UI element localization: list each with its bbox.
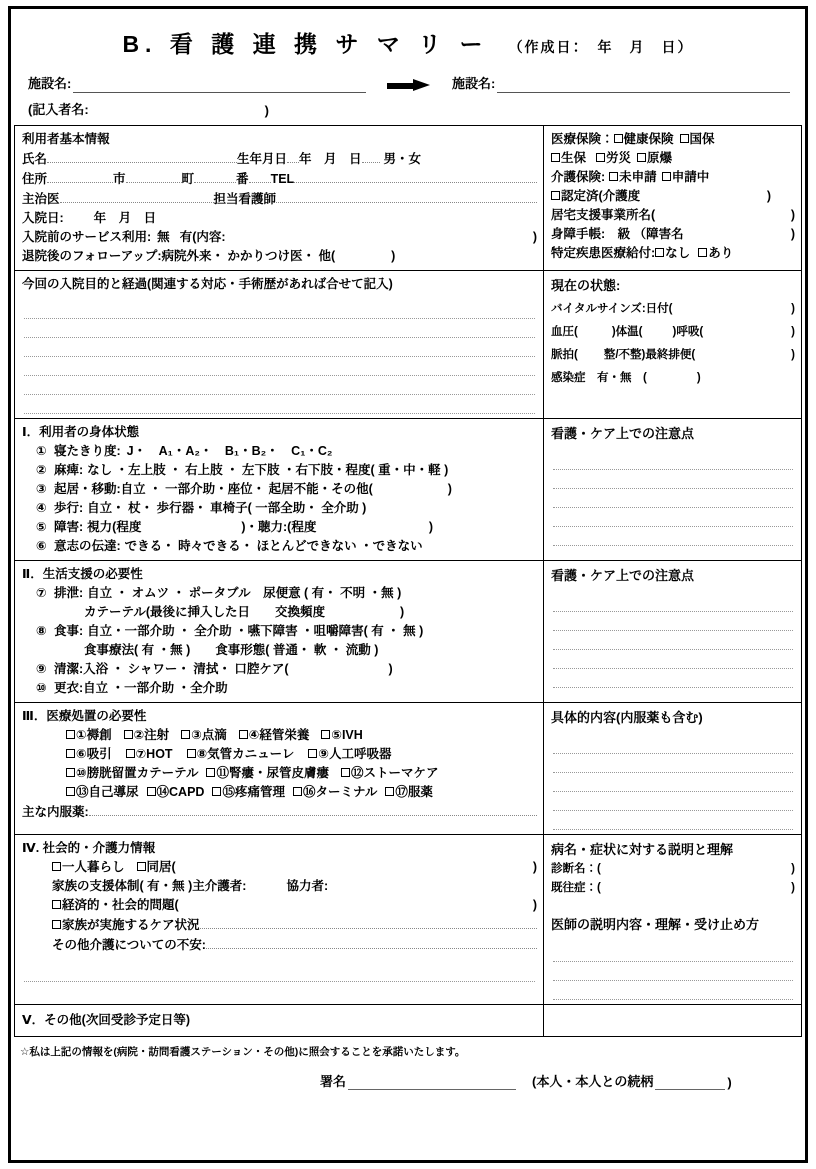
checkbox-welfare[interactable] <box>551 153 560 162</box>
specific-yes-label[interactable]: あり <box>708 246 734 260</box>
item-number: ② <box>36 463 47 477</box>
item-number: ⑨ <box>36 662 47 676</box>
medical-insurance-row2 <box>551 149 795 168</box>
pulse-close: ) <box>791 349 795 361</box>
basic-info-cell <box>15 126 544 270</box>
admission-purpose-heading: 今回の入院目的と経過(関連する対応・手術歴があれば合せて記入) <box>22 277 393 291</box>
address-ban-input[interactable] <box>194 169 236 183</box>
item-options[interactable]: なし ・左上肢 ・ 右上肢 ・ 左下肢 ・右下肢・程度( 重・中・軽 ) <box>87 463 449 477</box>
checkbox-label[interactable]: ⑬自己導尿 <box>76 785 139 799</box>
name-input[interactable] <box>47 149 237 163</box>
notes-line[interactable] <box>553 811 793 830</box>
specific-disease-label: 特定疾患医療給付: <box>551 246 656 260</box>
item-options[interactable]: J・ A₁・A₂・ B₁・B₂・ C₁・C₂ <box>126 444 333 458</box>
vitals-label: バイタルサインズ:日付( <box>551 303 673 315</box>
living-with-label[interactable]: 同居( <box>146 860 176 874</box>
current-state-heading: 現在の状態: <box>551 278 621 293</box>
checkbox-workers-comp[interactable] <box>596 153 605 162</box>
facility-to-label: 施設名: <box>452 76 496 91</box>
notes-line[interactable] <box>553 754 793 773</box>
checkbox-bedsore[interactable] <box>66 730 75 739</box>
section4-notes-cell <box>544 835 801 1004</box>
item-options[interactable]: 自立・一部介助 ・ 全介助 ・嚥下障害 ・咀嚼障害( 有 ・ 無 ) <box>87 624 424 638</box>
section2-heading: Ⅱ．生活支援の必要性 <box>22 567 143 581</box>
ban-unit: 番 <box>236 172 249 186</box>
disability-book-close: ) <box>790 227 795 241</box>
specific-none-label[interactable]: なし <box>665 246 691 260</box>
vitals-row <box>551 300 795 319</box>
section3-checkbox-row <box>22 745 537 764</box>
birth-ymd: 年 月 日 <box>299 152 362 166</box>
family-care-row <box>22 915 537 935</box>
main-medicine-input[interactable] <box>89 802 537 816</box>
writer-label: (記入者名: <box>28 102 89 117</box>
section3-checkbox-row <box>22 726 537 745</box>
section1-item <box>22 442 537 461</box>
admission-ymd[interactable]: 年 月 日 <box>93 211 157 225</box>
family-support-label[interactable]: 家族の支援体制( 有・無 )主介護者: <box>52 879 247 893</box>
checkbox-specific-yes[interactable] <box>698 248 707 257</box>
item-label: 意志の伝達: <box>54 539 121 553</box>
address-row <box>22 169 537 189</box>
signature-input[interactable] <box>348 1075 516 1090</box>
economic-close: ) <box>532 898 537 912</box>
family-support-row <box>22 877 537 896</box>
item-label: 寝たきり度: <box>54 444 121 458</box>
pre-service-yes[interactable]: 有(内容: <box>179 230 226 244</box>
notes-line[interactable] <box>553 792 793 811</box>
birth-label: 生年月日 <box>237 152 288 166</box>
notes-line[interactable] <box>553 773 793 792</box>
notes-line[interactable] <box>553 631 793 650</box>
checkbox-label[interactable]: ⑪腎瘻・尿管皮膚瘻 <box>216 766 329 780</box>
main-medicine-row <box>22 802 537 822</box>
checkbox-ventilator[interactable] <box>308 749 317 758</box>
care-opt-certified-close: ) <box>766 189 771 203</box>
notes-line[interactable] <box>553 962 793 981</box>
nurse-label: 担当看護師 <box>213 192 277 206</box>
checkbox-medication[interactable] <box>385 787 394 796</box>
section1-notes-cell <box>544 419 801 560</box>
section2-notes-cell <box>544 561 801 702</box>
item-label: 食事: <box>54 624 84 638</box>
checkbox-label[interactable]: ⑩膀胱留置カテーテル <box>76 766 199 780</box>
checkbox-national-insurance[interactable] <box>680 134 689 143</box>
cooperator-label: 協力者: <box>286 879 329 893</box>
nurse-input[interactable] <box>276 189 537 203</box>
section1-item <box>22 518 537 537</box>
family-care-label[interactable]: 家族が実施するケア状況 <box>62 918 200 932</box>
notes-line[interactable] <box>553 981 793 1000</box>
item-options[interactable]: 自立 ・ 一部介助・座位・ 起居不能・その他( ) <box>120 482 452 496</box>
care-insurance-row2 <box>551 187 795 206</box>
pulse-row <box>551 346 795 365</box>
checkbox-bladder-catheter[interactable] <box>66 768 75 777</box>
section2-cell <box>15 561 544 702</box>
item-options[interactable]: 自立・ 杖・ 歩行器・ 車椅子( 一部全助・ 全介助 ) <box>87 501 367 515</box>
diagnosis-label: 診断名：( <box>551 863 601 875</box>
family-care-input[interactable] <box>200 915 537 929</box>
admission-label: 入院日: <box>22 211 64 225</box>
admission-date-row <box>22 209 537 228</box>
living-with-close: ) <box>532 860 537 874</box>
doctor-label: 主治医 <box>22 192 60 206</box>
notes-line[interactable] <box>553 612 793 631</box>
section3-cell <box>15 703 544 834</box>
section3-checkbox-row <box>22 764 537 783</box>
checkbox-living-alone[interactable] <box>52 862 61 871</box>
bp-row <box>551 323 795 342</box>
notes-line[interactable] <box>553 943 793 962</box>
living-alone-label[interactable]: 一人暮らし <box>62 860 125 874</box>
item-number: ③ <box>36 482 47 496</box>
followup-label: 退院後のフォローアップ: <box>22 249 162 263</box>
checkbox-economic-problem[interactable] <box>52 900 61 909</box>
care-insurance-row1 <box>551 168 795 187</box>
signature-row <box>14 1071 802 1090</box>
checkbox-pain-management[interactable] <box>212 787 221 796</box>
notes-line[interactable] <box>553 527 793 546</box>
checkbox-label[interactable]: ⑥吸引 <box>76 747 112 761</box>
pre-service-label: 入院前のサービス利用: <box>22 230 152 244</box>
section4-extra-line[interactable] <box>24 963 535 982</box>
basic-info-heading: 利用者基本情報 <box>22 132 110 146</box>
section1-notes-heading: 看護・ケア上での注意点 <box>551 426 695 441</box>
document-body <box>14 12 802 1159</box>
relation-label: (本人・本人との続柄 <box>532 1074 654 1089</box>
item-number: ⑧ <box>36 624 47 638</box>
relation-input[interactable] <box>655 1075 725 1090</box>
item-label: 歩行: <box>54 501 84 515</box>
section2-item <box>22 584 537 603</box>
medical-opt-atomic[interactable]: 原爆 <box>647 151 673 165</box>
section1-item <box>22 499 537 518</box>
medical-insurance-row1 <box>551 130 795 149</box>
care-opt-not-applied[interactable]: 未申請 <box>619 170 657 184</box>
pulse-label: 脈拍( <box>551 349 578 361</box>
checkbox-label[interactable]: ⑦HOT <box>135 747 173 761</box>
facility-to-input[interactable] <box>497 78 790 93</box>
bp-close: )体温( <box>611 326 643 338</box>
followup-row <box>22 247 537 266</box>
item-number: ⑤ <box>36 520 47 534</box>
pre-service-close: ) <box>532 230 537 244</box>
checkbox-label[interactable]: ②注射 <box>133 728 170 742</box>
section2-item <box>22 622 537 641</box>
checkbox-atomic-bomb[interactable] <box>637 153 646 162</box>
disability-book-label: 身障手帳: 級 （障害名 <box>551 227 684 241</box>
pre-service-none[interactable]: 無 <box>157 230 170 244</box>
section3-notes-heading: 具体的内容(内服薬も含む) <box>551 710 703 725</box>
checkbox-stoma-care[interactable] <box>341 768 350 777</box>
section2-item-sub[interactable]: 食事療法( 有 ・無 ) 食事形態( 普通・ 軟 ・ 流動 ) <box>84 643 379 657</box>
checkbox-suction[interactable] <box>66 749 75 758</box>
infection-label[interactable]: 感染症 有・無 ( <box>551 372 647 384</box>
created-date-label: （作成日： 年 月 日） <box>508 39 694 55</box>
care-opt-applying[interactable]: 申請中 <box>671 170 710 184</box>
resp-close: ) <box>791 326 795 338</box>
section4-notes-heading: 病名・症状に対する説明と理解 <box>551 842 734 857</box>
admission-purpose-line[interactable] <box>24 338 535 357</box>
section2-item <box>22 679 537 698</box>
checkbox-capd[interactable] <box>147 787 156 796</box>
notes-line[interactable] <box>553 735 793 754</box>
checkbox-terminal[interactable] <box>293 787 302 796</box>
notes-line[interactable] <box>553 508 793 527</box>
checkbox-label[interactable]: ⑰服薬 <box>395 785 433 799</box>
birth-y-input[interactable] <box>287 149 299 163</box>
notes-line[interactable] <box>553 669 793 688</box>
notes-line[interactable] <box>553 650 793 669</box>
writer-close-paren: ) <box>264 103 270 118</box>
checkbox-tube-feeding[interactable] <box>239 730 248 739</box>
band-section-1 <box>15 419 801 561</box>
specific-disease-row <box>551 244 795 263</box>
town-unit: 町 <box>181 172 195 186</box>
care-opt-certified[interactable]: 認定済(介護度 <box>561 189 641 203</box>
facility-from-label: 施設名: <box>28 76 72 91</box>
insurance-cell <box>544 126 801 270</box>
item-number: ① <box>36 444 47 458</box>
band-section-3 <box>15 703 801 835</box>
current-state-cell <box>544 271 801 418</box>
medical-opt-national[interactable]: 国保 <box>689 132 715 146</box>
address-town-input[interactable] <box>126 169 182 183</box>
history-label: 既往症：( <box>551 882 601 894</box>
other-anxiety-label: その他介護についての不安: <box>52 938 206 952</box>
economic-problem-row <box>22 896 537 915</box>
form-grid <box>14 125 802 1037</box>
section1-item <box>22 461 537 480</box>
band-admission-purpose <box>15 271 801 419</box>
checkbox-specific-none[interactable] <box>655 248 664 257</box>
followup-options[interactable]: 病院外来・ かかりつけ医・ 他( <box>161 249 336 263</box>
infection-row <box>551 369 795 388</box>
checkbox-iv-drip[interactable] <box>181 730 190 739</box>
checkbox-label[interactable]: ⑭CAPD <box>156 785 205 799</box>
item-label: 排泄: <box>54 586 84 600</box>
section1-item <box>22 480 537 499</box>
item-number: ④ <box>36 501 47 515</box>
doctor-explanation-heading: 医師の説明内容・理解・受け止め方 <box>551 917 760 932</box>
item-options[interactable]: 視力(程度 )・聴力:(程度 ) <box>87 520 433 534</box>
tel-input[interactable] <box>294 169 537 183</box>
section1-heading: Ⅰ．利用者の身体状態 <box>22 425 140 439</box>
section2-item <box>22 660 537 679</box>
city-unit: 市 <box>113 172 126 186</box>
title-row <box>14 12 802 63</box>
item-label: 麻痺: <box>54 463 84 477</box>
checkbox-label[interactable]: ⑧気管カニューレ <box>196 747 295 761</box>
section5-heading: Ⅴ．その他(次回受診予定日等) <box>22 1013 190 1027</box>
checkbox-label[interactable]: ⑤IVH <box>331 728 363 742</box>
name-row <box>22 149 537 169</box>
checkbox-label[interactable]: ⑨人工呼吸器 <box>318 747 392 761</box>
section4-heading: Ⅳ. 社会的・介護力情報 <box>22 841 156 855</box>
checkbox-label[interactable]: ⑮疼痛管理 <box>222 785 285 799</box>
tel-label: TEL <box>270 172 295 186</box>
section3-heading: Ⅲ．医療処置の必要性 <box>22 709 147 723</box>
checkbox-label[interactable]: ⑯ターミナル <box>302 785 378 799</box>
living-arrangement-row <box>22 858 537 877</box>
section4-cell <box>15 835 544 1004</box>
admission-purpose-line[interactable] <box>24 376 535 395</box>
admission-purpose-cell <box>15 271 544 418</box>
checkbox-living-with[interactable] <box>137 862 146 871</box>
page-title: B. 看 護 連 携 サ マ リ ー <box>122 31 489 57</box>
economic-label[interactable]: 経済的・社会的問題( <box>62 898 179 912</box>
item-label: 清潔: <box>54 662 84 676</box>
bp-label: 血圧( <box>551 326 578 338</box>
temp-close: )呼吸( <box>672 326 704 338</box>
section2-item-sub[interactable]: カテーテル(最後に挿入した日 交換頻度 ) <box>84 605 405 619</box>
item-number: ⑩ <box>36 681 47 695</box>
checkbox-family-care[interactable] <box>52 920 61 929</box>
checkbox-label[interactable]: ①褥創 <box>76 728 112 742</box>
checkbox-nephrostomy[interactable] <box>206 768 215 777</box>
medical-opt-welfare[interactable]: 生保 <box>561 151 587 165</box>
right-arrow-icon <box>387 79 431 91</box>
medical-opt-workers[interactable]: 労災 <box>606 151 632 165</box>
doctor-input[interactable] <box>60 189 214 203</box>
checkbox-label[interactable]: ⑫ストーマケア <box>350 766 439 780</box>
checkbox-certified[interactable] <box>551 191 560 200</box>
care-insurance-label: 介護保険: <box>551 170 606 184</box>
section3-checkbox-row <box>22 783 537 802</box>
item-label: 起居・移動: <box>54 482 121 496</box>
checkbox-ivh[interactable] <box>321 730 330 739</box>
item-label: 障害: <box>54 520 84 534</box>
infection-close: ) <box>696 372 701 384</box>
medical-insurance-label: 医療保険： <box>551 132 614 146</box>
history-close: ) <box>791 882 795 894</box>
history-row <box>551 879 795 898</box>
notes-line[interactable] <box>553 451 793 470</box>
diagnosis-close: ) <box>791 863 795 875</box>
disability-book-row <box>551 225 795 244</box>
section5-notes-cell <box>544 1005 801 1036</box>
item-options[interactable]: 入浴 ・ シャワー・ 清拭・ 口腔ケア( ) <box>83 662 393 676</box>
diagnosis-row <box>551 860 795 879</box>
section1-item <box>22 537 537 556</box>
item-options[interactable]: 自立 ・ オムツ ・ ポータブル 尿便意 ( 有・ 不明 ・無 ) <box>87 586 402 600</box>
gender-choice[interactable]: 男・女 <box>383 152 422 166</box>
checkbox-hot[interactable] <box>126 749 135 758</box>
support-office-label: 居宅支援事業所名( <box>551 208 656 222</box>
section2-notes-heading: 看護・ケア上での注意点 <box>551 568 695 583</box>
band-section-2 <box>15 561 801 703</box>
pre-service-row <box>22 228 537 247</box>
address-tail-input[interactable] <box>249 169 271 183</box>
notes-line[interactable] <box>553 470 793 489</box>
facility-row <box>14 73 802 93</box>
checkbox-injection[interactable] <box>124 730 133 739</box>
transfer-arrow <box>366 79 452 93</box>
item-number: ⑦ <box>36 586 47 600</box>
pulse-mid[interactable]: 整/不整)最終排便( <box>603 349 696 361</box>
relation-close: ) <box>727 1075 732 1090</box>
name-label: 氏名 <box>22 152 48 166</box>
notes-line[interactable] <box>553 593 793 612</box>
address-label: 住所 <box>22 172 48 186</box>
other-anxiety-row <box>22 935 537 955</box>
item-number: ⑥ <box>36 539 47 553</box>
other-anxiety-input[interactable] <box>206 935 537 949</box>
band-section-5 <box>15 1005 801 1036</box>
checkbox-health-insurance[interactable] <box>614 134 623 143</box>
doctor-row <box>22 189 537 209</box>
birth-d-input[interactable] <box>362 149 380 163</box>
section1-cell <box>15 419 544 560</box>
address-city-input[interactable] <box>47 169 113 183</box>
checkbox-tracheal-cannula[interactable] <box>187 749 196 758</box>
section3-notes-cell <box>544 703 801 834</box>
item-options[interactable]: 自立 ・一部介助 ・全介助 <box>83 681 228 695</box>
item-options[interactable]: できる・ 時々できる・ ほとんどできない ・できない <box>124 539 423 553</box>
item-label: 更衣: <box>54 681 84 695</box>
followup-close: ) <box>391 249 396 263</box>
support-office-close: ) <box>790 208 795 222</box>
main-medicine-label: 主な内服薬: <box>22 805 89 819</box>
band-section-4 <box>15 835 801 1005</box>
section5-cell <box>15 1005 544 1036</box>
support-office-row <box>551 206 795 225</box>
notes-line[interactable] <box>553 489 793 508</box>
checkbox-applying[interactable] <box>662 172 671 181</box>
checkbox-self-catheterization[interactable] <box>66 787 75 796</box>
admission-purpose-line[interactable] <box>24 395 535 414</box>
consent-statement: ☆私は上記の情報を(病院・訪問看護ステーション・その他)に照会することを承諾いたします。 <box>20 1046 466 1058</box>
checkbox-label[interactable]: ③点滴 <box>191 728 227 742</box>
writer-row <box>14 99 802 118</box>
admission-purpose-line[interactable] <box>24 319 535 338</box>
signature-label: 署名 <box>320 1074 347 1089</box>
medical-opt-health[interactable]: 健康保険 <box>623 132 674 146</box>
checkbox-label[interactable]: ④経管栄養 <box>248 728 310 742</box>
vitals-close: ) <box>791 303 795 315</box>
facility-from-input[interactable] <box>73 78 366 93</box>
band-basic-info <box>15 126 801 271</box>
checkbox-not-applied[interactable] <box>609 172 618 181</box>
admission-purpose-line[interactable] <box>24 300 535 319</box>
admission-purpose-line[interactable] <box>24 357 535 376</box>
